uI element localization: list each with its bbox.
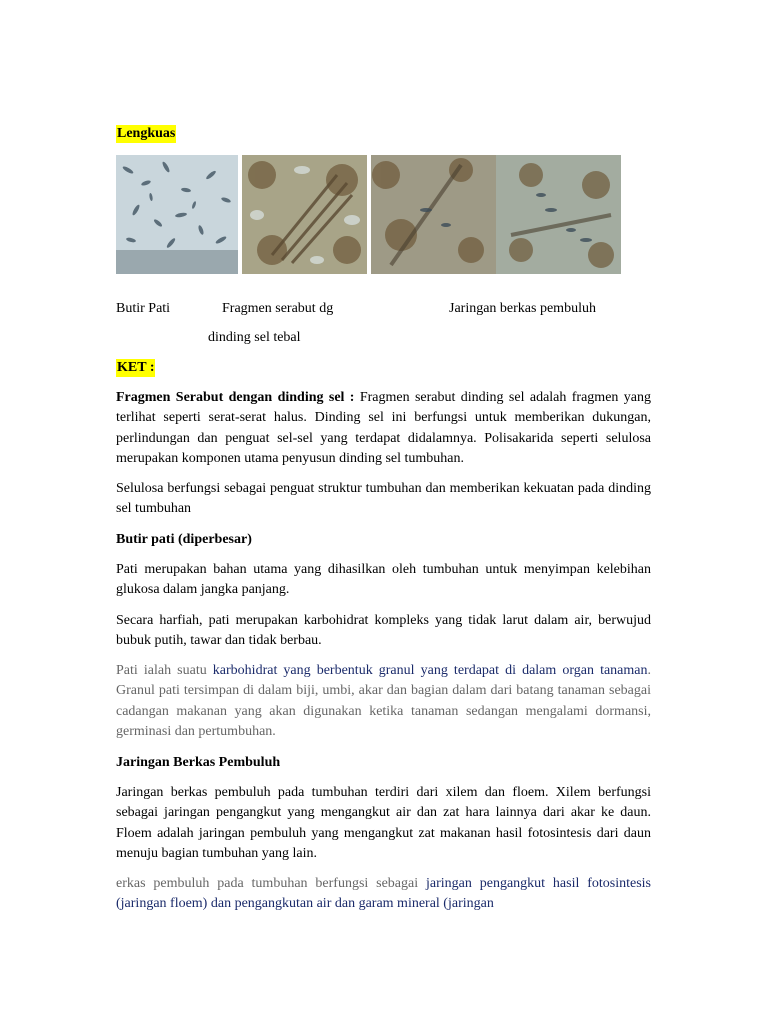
section-title-lengkuas: Lengkuas	[117, 126, 176, 141]
micrograph-butir-pati	[116, 155, 238, 274]
paragraph-butir-2: Secara harfiah, pati merupakan karbohidrat kompleks yang tidak larut dalam air, berwujud bubuk putih, tawar dan tidak berbau.	[116, 613, 651, 649]
butir-3-rest: . Granul pati tersimpan di dalam biji, umbi, akar dan bagian dalam dari batang tanaman sebagai cadangan makanan yang akan digunakan ketika tanaman sedangan mengalami dormansi, germinasi dan pertumbuhan.	[116, 663, 651, 740]
paragraph-jaringan-2	[116, 874, 651, 915]
paragraph-jaringan-1: Jaringan berkas pembuluh pada tumbuhan terdiri dari xilem dan floem. Xilem berfungsi sebagai jaringan pengangkut yang mengangkut air dan zat hara lainnya dari akar ke daun. Floem adalah jaringan pembuluh yang mengangkut zat makanan hasil fotosintesis dari daun menuju bagian tumbuhan yang lain.	[116, 785, 651, 862]
heading-butir-pati: Butir pati (diperbesar)	[116, 532, 252, 547]
paragraph-selulosa: Selulosa berfungsi sebagai penguat struktur tumbuhan dan memberikan kekuatan pada dinding sel tumbuhan	[116, 481, 651, 517]
fragmen-text: Fragmen serabut dinding sel adalah fragmen yang terlihat seperti serat-serat halus. Dinding sel ini berfungsi untuk memberikan dukungan, perlindungan dan penguat sel-sel yang terdapat didalamnya. Polisakarida seperti selulosa merupakan komponen utama penyusun dinding sel tumbuhan.	[116, 390, 651, 467]
butir-3-link[interactable]: karbohidrat yang berbentuk granul yang terdapat di dalam organ tanaman	[212, 663, 648, 678]
caption-fragmen-line1: Fragmen serabut dg	[222, 301, 334, 316]
jaringan-2-lead: erkas pembuluh pada tumbuhan berfungsi sebagai	[116, 876, 426, 891]
ket-label: KET :	[117, 360, 155, 375]
paragraph-fragmen	[116, 388, 651, 470]
caption-jaringan: Jaringan berkas pembuluh	[449, 301, 596, 316]
jaringan-2-link[interactable]: jaringan pengangkut hasil fotosintesis (jaringan floem) dan pengangkutan air dan garam mineral (jaringan	[116, 876, 651, 912]
paragraph-butir-1: Pati merupakan bahan utama yang dihasilkan oleh tumbuhan untuk menyimpan kelebihan glukosa dalam jangka panjang.	[116, 562, 651, 598]
micrograph-fragmen-serabut	[242, 155, 367, 274]
paragraph-butir-3	[116, 661, 651, 743]
micrograph-jaringan-berkas-pembuluh	[371, 155, 621, 274]
caption-butir-pati: Butir Pati	[116, 301, 171, 316]
heading-jaringan-berkas: Jaringan Berkas Pembuluh	[116, 755, 281, 770]
term-fragmen: Fragmen Serabut dengan dinding sel :	[116, 390, 355, 405]
butir-3-lead: Pati ialah suatu	[116, 663, 213, 678]
caption-fragmen-line2: dinding sel tebal	[208, 330, 301, 345]
